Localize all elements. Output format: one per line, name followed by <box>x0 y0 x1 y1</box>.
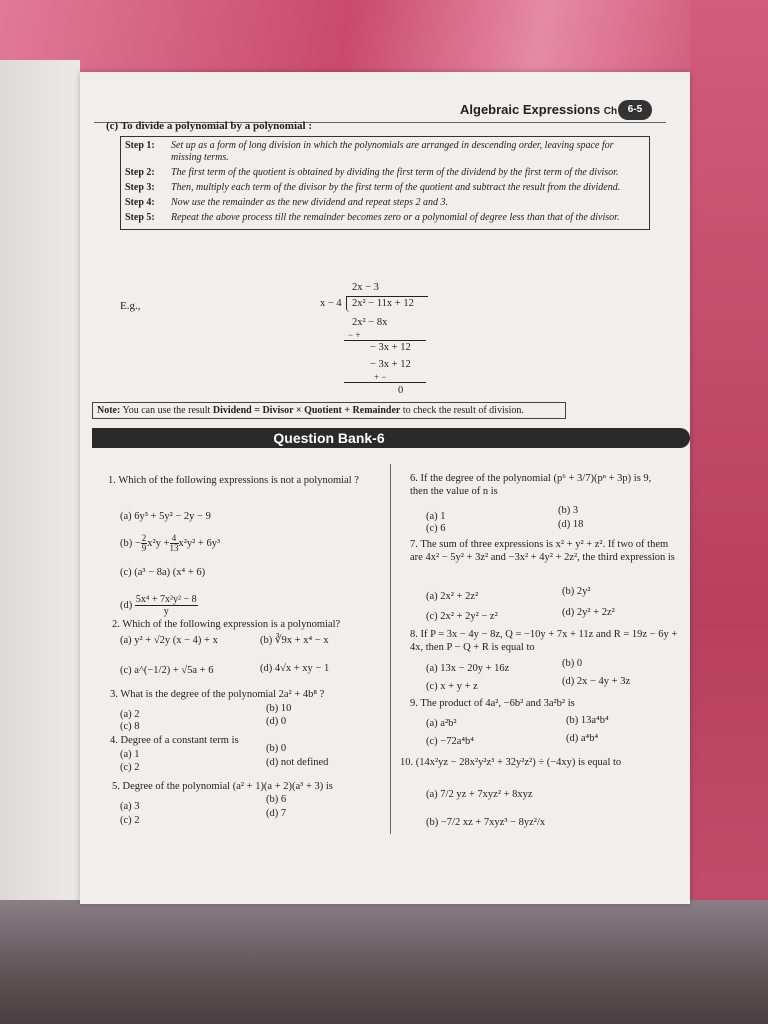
q6-option-a: (a) 1 <box>426 511 446 522</box>
step-signs-2: + − <box>374 372 387 382</box>
remainder: 0 <box>398 385 404 396</box>
q5-option-c: (c) 2 <box>120 815 140 826</box>
step-4: Step 4: Now use the remainder as the new dividend and repeat steps 2 and 3. <box>125 197 449 208</box>
q3-option-d: (d) 0 <box>266 716 287 727</box>
q8-option-b: (b) 0 <box>562 658 583 669</box>
q4-option-a: (a) 1 <box>120 749 140 760</box>
q4-option-d: (d) not defined <box>266 757 329 768</box>
step-5: Step 5: Repeat the above process till the remainder becomes zero or a polynomial of degree less than that of the divisor. <box>125 212 620 223</box>
steps-box <box>120 136 650 230</box>
q3-option-b: (b) 10 <box>266 703 292 714</box>
step-line-2: − 3x + 12 <box>370 342 411 353</box>
q3-option-c: (c) 8 <box>120 721 140 732</box>
chapter-badge: 6-5 <box>618 100 652 120</box>
division-bar <box>346 296 428 297</box>
question-bank-title: Question Bank-6 <box>273 430 385 446</box>
q6-option-b: (b) 3 <box>558 505 579 516</box>
background-fabric-right <box>690 0 768 1024</box>
q1-option-d: (d) $\frac{\text{5x⁴ + 7x²y² − 8}}{y}$ <box>120 594 197 617</box>
step-line-1: 2x² − 8x <box>352 317 388 328</box>
step-1: Step 1: Set up as a form of long division in which the polynomials are arranged in descending order, leaving space for missing terms. <box>125 140 614 163</box>
question-5: 5. Degree of the polynomial (a² + 1)(a + 2)(a³ + 3) is <box>112 781 333 792</box>
question-10: 10. (14x²yz − 28x²y²z³ + 32y²z²) ÷ (−4xy) is equal to <box>400 757 622 768</box>
q7-option-b: (b) 2y² <box>562 586 591 597</box>
q6-option-c: (c) 6 <box>426 523 446 534</box>
question-7: 7. The sum of three expressions is x² + y² + z². If two of them are 4x² − 5y² + 3z² and −3x² + 4y² + 2z², the third expression is <box>410 539 675 563</box>
background-left-page <box>0 60 80 920</box>
question-3: 3. What is the degree of the polynomial 2a² + 4b⁸ ? <box>110 689 325 700</box>
question-9: 9. The product of 4a², −6b² and 3a²b² is <box>410 698 575 709</box>
step-line-3: − 3x + 12 <box>370 359 411 370</box>
book-page <box>80 72 690 904</box>
background-floor <box>0 900 768 1024</box>
q8-option-a: (a) 13x − 20y + 16z <box>426 663 510 674</box>
step-3: Step 3: Then, multiply each term of the divisor by the first term of the quotient and subtract the result from the dividend. <box>125 182 621 193</box>
q7-option-a: (a) 2x² + 2z² <box>426 591 479 602</box>
q9-option-d: (d) a⁴b⁴ <box>566 733 599 744</box>
q8-option-c: (c) x + y + z <box>426 681 478 692</box>
q1-option-c: (c) (a³ − 8a) (x⁴ + 6) <box>120 567 206 578</box>
division-bracket <box>346 296 351 312</box>
quotient: 2x − 3 <box>352 282 379 293</box>
q9-option-b: (b) 13a⁴b⁴ <box>566 715 609 726</box>
example-label: E.g., <box>120 300 141 312</box>
dividend: 2x² − 11x + 12 <box>352 298 414 309</box>
q10-option-b: (b) −7/2 xz + 7xyz³ − 8yz²/x <box>426 817 546 828</box>
divisor: x − 4 <box>320 298 342 309</box>
chapter-header-title: Algebraic Expressions Ch <box>460 102 618 117</box>
note-box: Note: You can use the result Dividend = Divisor × Quotient + Remainder to check the result of division. <box>92 402 566 419</box>
subtract-line-2 <box>344 382 426 383</box>
step-signs-1: − + <box>348 330 361 340</box>
q5-option-b: (b) 6 <box>266 794 287 805</box>
column-divider <box>390 464 391 834</box>
q1-option-b: (b) − $\frac{2}{9}$ x²y + $\frac{4}{13}$ x²y² + 6y³ <box>120 533 221 553</box>
q4-option-b: (b) 0 <box>266 743 287 754</box>
q9-option-a: (a) a²b² <box>426 718 457 729</box>
background-fabric-top <box>0 0 768 80</box>
q1-option-a: (a) 6y³ + 5y² − 2y − 9 <box>120 511 211 522</box>
section-title: (c) To divide a polynomial by a polynomial : <box>106 120 312 132</box>
q2-option-b: (b) ∛9x + x⁴ − x <box>260 635 329 646</box>
q9-option-c: (c) −72a⁴b⁴ <box>426 736 474 747</box>
q7-option-c: (c) 2x² + 2y² − z² <box>426 611 498 622</box>
q3-option-a: (a) 2 <box>120 709 140 720</box>
question-6: 6. If the degree of the polynomial (p⁶ + 3/7)(pⁿ + 3p) is 9, then the value of n is <box>410 473 652 497</box>
subtract-line-1 <box>344 340 426 341</box>
q8-option-d: (d) 2x − 4y + 3z <box>562 676 631 687</box>
question-4: 4. Degree of a constant term is <box>110 735 239 746</box>
q6-option-d: (d) 18 <box>558 519 584 530</box>
q10-option-a: (a) 7/2 yz + 7xyz² + 8xyz <box>426 789 533 800</box>
step-2: Step 2: The first term of the quotient is obtained by dividing the first term of the dividend by the first term of the divisor. <box>125 167 619 178</box>
question-8: 8. If P = 3x − 4y − 8z, Q = −10y + 7x + 11z and R = 19z − 6y + 4x, then P − Q + R is equal to <box>410 629 678 653</box>
q5-option-a: (a) 3 <box>120 801 140 812</box>
q2-option-a: (a) y² + √2y (x − 4) + x <box>120 635 218 646</box>
q4-option-c: (c) 2 <box>120 762 140 773</box>
question-1: 1. Which of the following expressions is not a polynomial ? <box>108 475 359 486</box>
q7-option-d: (d) 2y² + 2z² <box>562 607 615 618</box>
q5-option-d: (d) 7 <box>266 808 287 819</box>
q2-option-d: (d) 4√x + xy − 1 <box>260 663 330 674</box>
question-2: 2. Which of the following expression is a polynomial? <box>112 619 341 630</box>
q2-option-c: (c) a^(−1/2) + √5a + 6 <box>120 665 214 676</box>
